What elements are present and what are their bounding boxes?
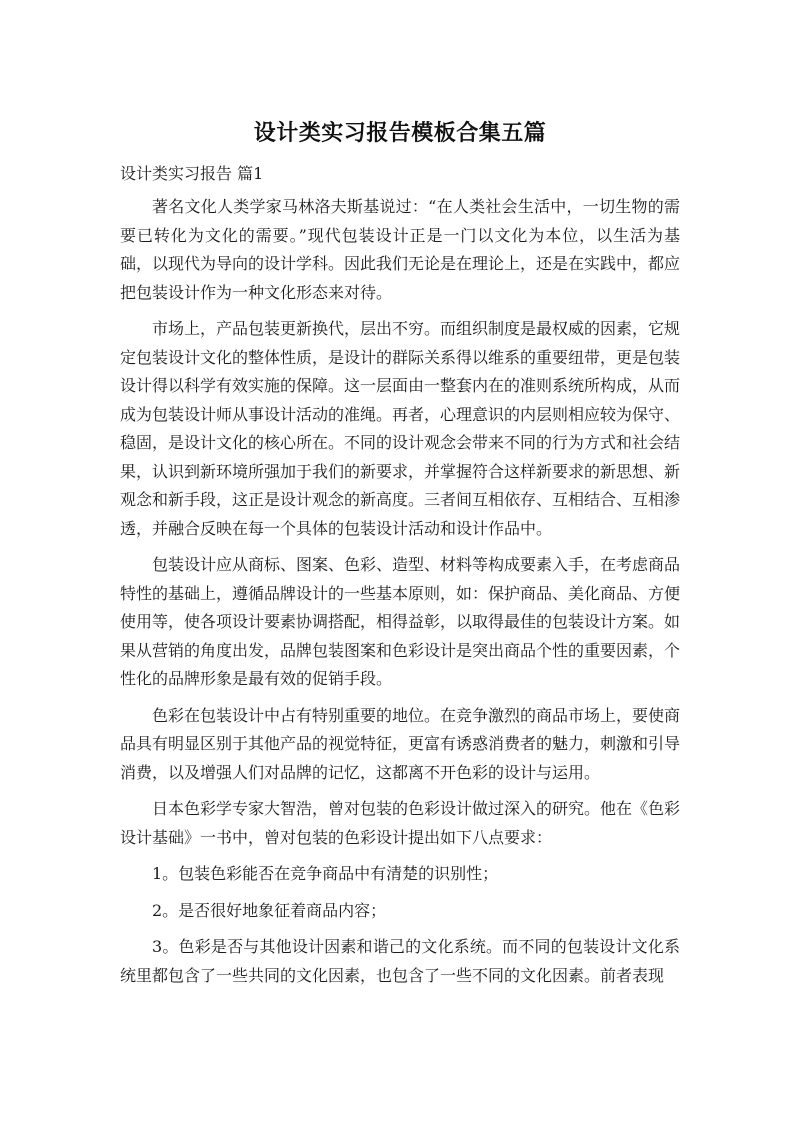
- paragraph: 日本色彩学专家大智浩，曾对包装的色彩设计做过深入的研究。他在《色彩设计基础》一书中，曾对包装的色彩设计提出如下八点要求：: [120, 799, 681, 847]
- document-title: 设计类实习报告模板合集五篇: [253, 121, 547, 146]
- document-body: [120, 193, 680, 998]
- paragraph: 色彩在包装设计中占有特别重要的地位。在竞争激烈的商品市场上，要使商品具有明显区别于其他产品的视觉特征，更富有诱惑消费者的魅力，刺激和引导消费，以及增强人们对品牌的记忆，这都离不开色彩的设计与运用。: [120, 705, 681, 782]
- paragraph: 包装设计应从商标、图案、色彩、造型、材料等构成要素入手，在考虑商品特性的基础上，遵循品牌设计的一些基本原则，如：保护商品、美化商品、方便使用等，使各项设计要素协调搭配，相得益彰，以取得最佳的包装设计方案。如果从营销的角度出发，品牌包装图案和色彩设计是突出商品个性的重要因素，个性化的品牌形象是最有效的促销手段。: [120, 555, 681, 688]
- list-item: 2。是否很好地象征着商品内容；: [152, 900, 387, 920]
- section-heading: 设计类实习报告 篇1: [120, 164, 264, 183]
- paragraph: 著名文化人类学家马林洛夫斯基说过：“在人类社会生活中，一切生物的需要已转化为文化的需要。”现代包装设计正是一门以文化为本位，以生活为基础，以现代为导向的设计学科。因此我们无论是在理论上，还是在实践中，都应把包装设计作为一种文化形态来对待。: [120, 197, 681, 302]
- paragraph: 市场上，产品包装更新换代，层出不穷。而组织制度是最权威的因素，它规定包装设计文化的整体性质，是设计的群际关系得以维系的重要纽带，更是包装设计得以科学有效实施的保障。这一层面由一整套内在的准则系统所构成，从而成为包装设计师从事设计活动的准绳。再者，心理意识的内层则相应较为保守、稳固，是设计文化的核心所在。不同的设计观念会带来不同的行为方式和社会结果，认识到新环境所强加于我们的新要求，并掌握符合这样新要求的新思想、新观念和新手段，这正是设计观念的新高度。三者间互相依存、互相结合、互相渗透，并融合反映在每一个具体的包装设计活动和设计作品中。: [120, 319, 681, 538]
- list-item: 1。包装色彩能否在竞争商品中有清楚的识别性；: [152, 864, 499, 883]
- list-item: 3。色彩是否与其他设计因素和谐己的文化系统。而不同的包装设计文化系统里都包含了一些共同的文化因素，也包含了一些不同的文化因素。前者表现: [120, 937, 680, 985]
